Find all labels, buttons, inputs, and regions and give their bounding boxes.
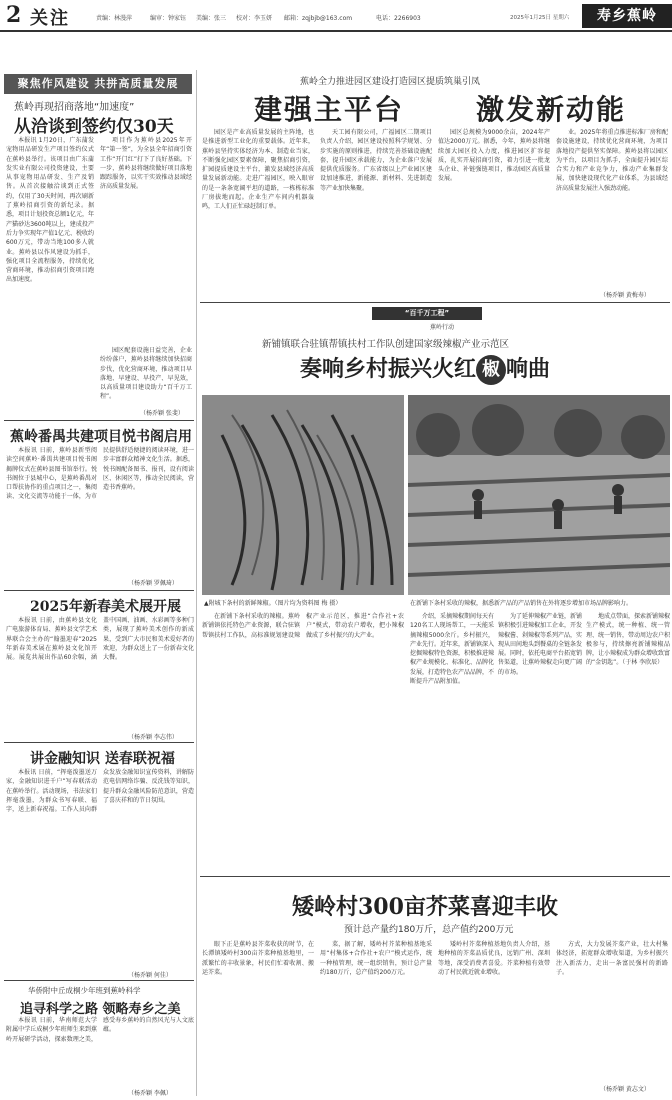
divider: [4, 980, 194, 981]
story6-body-c: 矮岭村芥菜种植基地负责人介绍，基地种植的芥菜品质优良，远销广州、深圳等地，深受消费者喜爱。芥菜种植有效带动了村民就近就业增收。: [438, 941, 550, 976]
story5-body: 本报讯 日前，华南师范大学附属中学丘成桐少年班师生来到蕉岭开展研学活动，探索数理之美，感受寿乡蕉岭的自然风光与人文底蕴。: [6, 1017, 194, 1043]
story6-body-b: 菜，据了解，矮岭村芥菜种植基地采用“村集体+合作社+农户”模式运作，统一种植管理，统一组织销售，预计总产量约180万斤，总产值约200万元。: [320, 941, 432, 976]
story1-body-c: 园区配套设施日益完善，企业纷纷落户，蕉岭县将继续加快招商步伐，优化营商环境，推动项目早落地、早建设、早投产、早见效，以高质量项目建设助力“百千万工程”。: [100, 347, 192, 401]
chili-photo-illustration: [202, 395, 404, 595]
feature-title-b: 响曲: [506, 356, 551, 382]
story2-title: 蕉岭番禺共建项目悦书阁启用: [10, 429, 192, 445]
proofreader: 校对：李玉妍: [236, 15, 273, 22]
story4-body: 本报讯 日前，“挥毫泼墨送万家，金融知识进千户”写春联活动在蕉岭举行。活动现场，书法家们挥毫泼墨，为群众书写春联、福字，送上新春祝福。工作人员向群众发放金融知识宣传资料，讲解防范电信网络诈骗、反洗钱等知识，提升群众金融风险防范意识，营造了喜庆祥和的节日氛围。: [6, 769, 194, 814]
photo-caption-2: 在新铺下条村采收的辣椒，据悉新产品的产品销售在外将逐步增加市场品牌影响力。: [410, 600, 633, 607]
divider: [4, 742, 194, 743]
main-body-d: 业。2025年将重点推进标准厂房和配套设施建设，持续优化营商环境，为项目落地投产提供坚实保障。蕉岭县将以园区为平台，以项目为抓手，全面提升园区综合实力和产业竞争力，推动产业集群发展，加快建设现代化产业体系，为县域经济高质量发展注入强劲动能。: [556, 129, 668, 192]
divider: [4, 590, 194, 591]
main-title-part2: 激发新动能: [476, 93, 626, 126]
feature-body-b: 介绍，采摘辣椒期间每天有120名工人现场帮工，一天能采摘辣椒5000余斤。乡村振兴，产业先行。近年来，新铺镇深入挖掘辣椒特色资源，积极推进辣椒产业规模化、标准化、品牌化发展，打造特色农产品品牌，不断提升产品附加值。: [410, 613, 494, 686]
feature-body-c: 为了延伸辣椒产业链，新铺镇积极引进辣椒加工企业，开发辣椒酱、剁辣椒等系列产品，实现从田间地头到餐桌的全链条发展。同时，依托电商平台拓宽销售渠道，让蕉岭辣椒走向更广阔的市场。: [498, 613, 582, 676]
story4-author: （杨乔颖 何佳）: [128, 972, 172, 979]
divider: [200, 876, 670, 877]
feature-kicker: 新铺镇联合驻镇帮镇扶村工作队创建国家级辣椒产业示范区: [262, 339, 510, 350]
story1-subtitle: 蕉岭再现招商落地“加速度”: [14, 102, 135, 113]
story6-body-d: 方式，大力发展芥菜产业，壮大村集体经济，拓宽群众增收渠道，为乡村振兴注入新活力，走出一条富民强村的新路子。: [556, 941, 668, 976]
page-number: 2: [6, 2, 22, 28]
column-rule: [196, 70, 197, 1096]
issue-date: 2025年1月25日 星期六: [510, 15, 570, 21]
field-workers-photo: [408, 395, 670, 595]
story5-title: 追寻科学之路 领略寿乡之美: [20, 1002, 181, 1017]
story3-title: 2025年新春美术展开展: [30, 599, 181, 615]
story1-title: 从洽谈到签约仅30天: [14, 117, 174, 137]
story3-author: （杨乔颖 李志伟）: [128, 734, 178, 741]
story2-body: 本报讯 日前，蕉岭县新型阅读空间蕉岭·番禺共建项目悦书阁揭牌仪式在蕉岭县图书馆举行。悦书阁位于县城中心，是蕉岭番禺对口帮扶协作的重点项目之一，集阅读、文化交流等功能于一体，为市民提供舒适便捷的阅读环境，进一步丰富群众精神文化生活。据悉，悦书阁配备图书、报刊，设有阅读区、休闲区等，推动全民阅读，营造书香蕉岭。: [6, 447, 194, 501]
story1-author: （杨乔颖 张斐）: [140, 410, 184, 417]
story2-author: （杨乔颖 罗佩琦）: [128, 580, 178, 587]
story6-author: （杨乔颖 黄志文）: [600, 1086, 650, 1093]
paper-logo: 寿乡蕉岭: [582, 4, 672, 28]
photo-caption-1: ▲附城下条村的新鲜辣椒。（图片均为资料图 梅 摄）: [204, 600, 342, 607]
feature-body-a: 在新铺下条村采收的辣椒。蕉岭新铺镇依托特色产业资源，联合驻镇帮镇扶村工作队，高标准规划建设辣椒产业示范区，推进“合作社+农户”模式，带动农户增收，把小辣椒做成了乡村振兴的大产业。: [202, 613, 404, 639]
story1-body-a: 本报讯 1月20日，广东蒲发宠物用品研发生产项目签约仪式在蕉岭县举行。该项目由广东蒲发实业有限公司投资建设，主要从事宠物用品研发、生产及销售。从首次接触洽谈到正式签约，仅用了30天时间，再次刷新了蕉岭招商引资的新纪录。据悉，项目计划投资总额1亿元，年产猫砂达3600吨以上，建成投产后力争实现年产值1亿元、税收约600万元，带动当地100多人就业。蕉岭县以作风建设为抓手，强化项目全流程服务，持续优化营商环境，推动招商引资项目跑出加速度。: [6, 137, 94, 284]
story4-title: 讲金融知识 送春联祝福: [30, 751, 175, 767]
chili-harvest-photo: [202, 395, 404, 595]
feature-title: [300, 352, 660, 385]
divider: [200, 302, 670, 303]
story5-author: （杨乔颖 李佩）: [128, 1090, 172, 1097]
story6-subtitle: 预计总产量约180万斤，总产值约200万元: [344, 925, 514, 935]
feature-body-d: 地成点带面，探索新铺辣椒生产模式，统一种植、统一管理、统一销售，带动周边农户积极参与，持续擦亮新铺辣椒品牌，让小辣椒成为群众增收致富的“金钥匙”。（于林 李欣辰）: [586, 613, 670, 667]
feature-title-a: 奏响乡村振兴火红: [300, 356, 477, 382]
main-title-part1: 建强主平台: [254, 93, 404, 126]
main-author: （杨乔颖 黄梅寿）: [600, 292, 650, 299]
email: 邮箱：zqjbjb@163.com: [284, 15, 353, 22]
story6-title: 矮岭村300亩芥菜喜迎丰收: [292, 894, 558, 920]
chili-char-badge: 椒: [476, 355, 506, 385]
responsible-editor: 责编：林漫萍: [96, 15, 133, 22]
divider: [4, 420, 194, 421]
field-photo-illustration: [408, 395, 670, 595]
art-editor: 美编：张三: [196, 15, 227, 22]
column-banner: 聚焦作风建设 共拼高质量发展: [4, 74, 192, 94]
story3-body: 本报讯 日前，由蕉岭县文化广电旅游体育局、蕉岭县文学艺术界联合会主办的“翰墨迎春”2025年新春美术展在蕉岭县文化馆开展。展览共展出作品60余幅，涵盖中国画、油画、水彩画等多种门类，展现了蕉岭美术创作的新成果，受到广大市民和美术爱好者的欢迎，为群众送上了一份新春文化大餐。: [6, 617, 194, 662]
main-body-b: 天工园有限公司，广福园区二期项目负责人介绍，园区建设按照科学规划、分步实施的原则推进，持续完善基础设施配套，提升园区承载能力，为企业落户发展提供优质服务。广东省级以上产业园区建设加速推进，新能源、新材料、先进制造等产业加快集聚。: [320, 129, 432, 192]
main-kicker: 蕉岭全力推进园区建设打造园区提质筑巢引凤: [300, 77, 481, 87]
story6-body-a: 眼下正是蕉岭县芥菜收获的时节，在长潭镇矮岭村300亩芥菜种植基地里，一派繁忙的丰收景象，村民们忙着收割、搬运芥菜。: [202, 941, 314, 976]
feature-label2: 蕉岭行动: [430, 324, 455, 331]
feature-label: “百千万工程”: [372, 307, 482, 320]
story5-subtitle: 华侨附中丘成桐少年班到蕉岭科学: [28, 986, 141, 995]
main-body-a: 园区是产业高质量发展的主阵地，也是推进新型工业化的重要载体。近年来，蕉岭县坚持实体经济为本、制造业当家，不断强化园区要素保障，聚焦招商引资，扩园提质建设主平台，激发县域经济高质量发展新动能。走进广福园区，映入眼帘的是一条条宽阔平坦的道路，一栋栋标准厂房拔地而起。企业生产车间内机器轰鸣，工人们正忙碌赶制订单。: [202, 129, 314, 211]
editor: 编审：钟家钰: [150, 15, 187, 22]
story1-body-b: 项目作为蕉岭县2025年开年“第一签”，为全县全年招商引资工作“开门红”打下了良好基础。下一步，蕉岭县将继续做好项目落地跟踪服务，以实干实效推动县域经济高质量发展。: [100, 137, 192, 191]
page-section-name: 关注: [30, 8, 70, 29]
phone: 电话：2266903: [376, 15, 421, 22]
main-body-c: 园区总规模为9000余亩，2024年产值达2000万元。据悉，今年，蕉岭县将继续加大园区投入力度，推进园区扩容提质，扎实开展招商引资，着力引进一批龙头企业、补链强链项目，推动园区高质量发展。: [438, 129, 550, 183]
